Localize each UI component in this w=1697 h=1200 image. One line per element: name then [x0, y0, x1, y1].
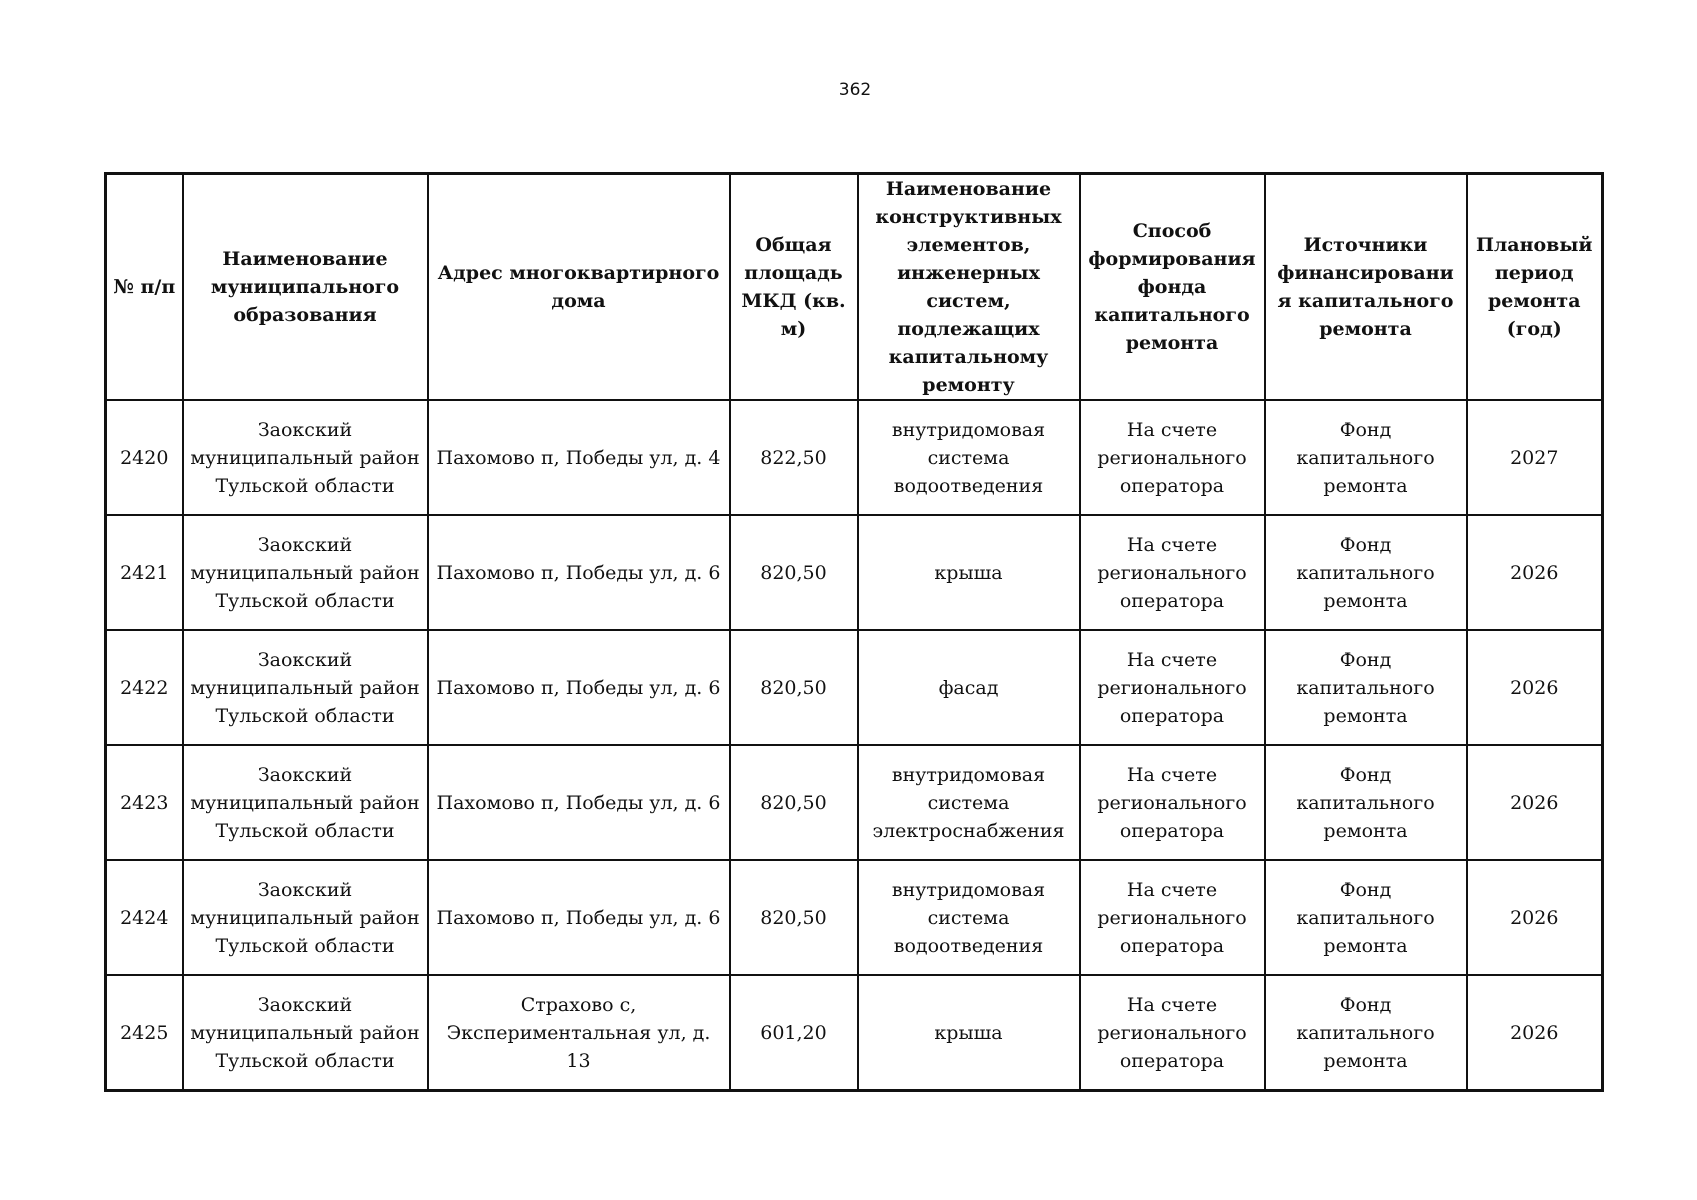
table-row — [106, 400, 1603, 515]
cell-area: 601,20 — [730, 975, 858, 1091]
cell-municipality: Заокский муниципальный район Тульской области — [183, 975, 428, 1091]
header-financing: Источники финансирования капитального ремонта — [1265, 174, 1467, 401]
page-number: 362 — [838, 80, 872, 100]
cell-period: 2026 — [1467, 860, 1603, 975]
cell-municipality: Заокский муниципальный район Тульской области — [183, 400, 428, 515]
cell-elements: внутридомовая система электроснабжения — [858, 745, 1080, 860]
cell-area: 820,50 — [730, 860, 858, 975]
cell-area: 820,50 — [730, 515, 858, 630]
header-elements: Наименование конструктивных элементов, инженерных систем, подлежащих капитальному ремонту — [858, 174, 1080, 401]
header-number: № п/п — [106, 174, 183, 401]
cell-elements: фасад — [858, 630, 1080, 745]
cell-municipality: Заокский муниципальный район Тульской области — [183, 745, 428, 860]
header-municipality: Наименование муниципального образования — [183, 174, 428, 401]
cell-financing: Фонд капитального ремонта — [1265, 630, 1467, 745]
cell-municipality: Заокский муниципальный район Тульской области — [183, 630, 428, 745]
cell-elements: крыша — [858, 975, 1080, 1091]
cell-number: 2424 — [106, 860, 183, 975]
cell-fund-method: На счете регионального оператора — [1080, 630, 1265, 745]
cell-financing: Фонд капитального ремонта — [1265, 975, 1467, 1091]
cell-financing: Фонд капитального ремонта — [1265, 745, 1467, 860]
cell-fund-method: На счете регионального оператора — [1080, 400, 1265, 515]
cell-address: Пахомово п, Победы ул, д. 4 — [428, 400, 730, 515]
cell-financing: Фонд капитального ремонта — [1265, 400, 1467, 515]
cell-fund-method: На счете регионального оператора — [1080, 745, 1265, 860]
table-row — [106, 515, 1603, 630]
cell-municipality: Заокский муниципальный район Тульской области — [183, 515, 428, 630]
cell-period: 2026 — [1467, 745, 1603, 860]
cell-period: 2026 — [1467, 975, 1603, 1091]
header-period: Плановый период ремонта (год) — [1467, 174, 1603, 401]
cell-address: Страхово с, Экспериментальная ул, д. 13 — [428, 975, 730, 1091]
cell-elements: крыша — [858, 515, 1080, 630]
cell-address: Пахомово п, Победы ул, д. 6 — [428, 860, 730, 975]
cell-elements: внутридомовая система водоотведения — [858, 860, 1080, 975]
cell-number: 2422 — [106, 630, 183, 745]
table-row — [106, 975, 1603, 1091]
header-fund-method: Способ формирования фонда капитального ремонта — [1080, 174, 1265, 401]
header-area: Общая площадь МКД (кв. м) — [730, 174, 858, 401]
cell-municipality: Заокский муниципальный район Тульской области — [183, 860, 428, 975]
cell-fund-method: На счете регионального оператора — [1080, 975, 1265, 1091]
cell-number: 2423 — [106, 745, 183, 860]
cell-number: 2425 — [106, 975, 183, 1091]
cell-address: Пахомово п, Победы ул, д. 6 — [428, 515, 730, 630]
cell-area: 822,50 — [730, 400, 858, 515]
cell-period: 2026 — [1467, 630, 1603, 745]
cell-address: Пахомово п, Победы ул, д. 6 — [428, 745, 730, 860]
table-row — [106, 630, 1603, 745]
table-header-row — [106, 174, 1603, 401]
cell-area: 820,50 — [730, 745, 858, 860]
cell-period: 2026 — [1467, 515, 1603, 630]
cell-number: 2421 — [106, 515, 183, 630]
capital-repair-table — [104, 172, 1604, 1092]
table-row — [106, 745, 1603, 860]
header-address: Адрес многоквартирного дома — [428, 174, 730, 401]
cell-financing: Фонд капитального ремонта — [1265, 860, 1467, 975]
table-row — [106, 860, 1603, 975]
cell-address: Пахомово п, Победы ул, д. 6 — [428, 630, 730, 745]
cell-elements: внутридомовая система водоотведения — [858, 400, 1080, 515]
cell-period: 2027 — [1467, 400, 1603, 515]
cell-fund-method: На счете регионального оператора — [1080, 515, 1265, 630]
cell-number: 2420 — [106, 400, 183, 515]
cell-financing: Фонд капитального ремонта — [1265, 515, 1467, 630]
cell-area: 820,50 — [730, 630, 858, 745]
cell-fund-method: На счете регионального оператора — [1080, 860, 1265, 975]
